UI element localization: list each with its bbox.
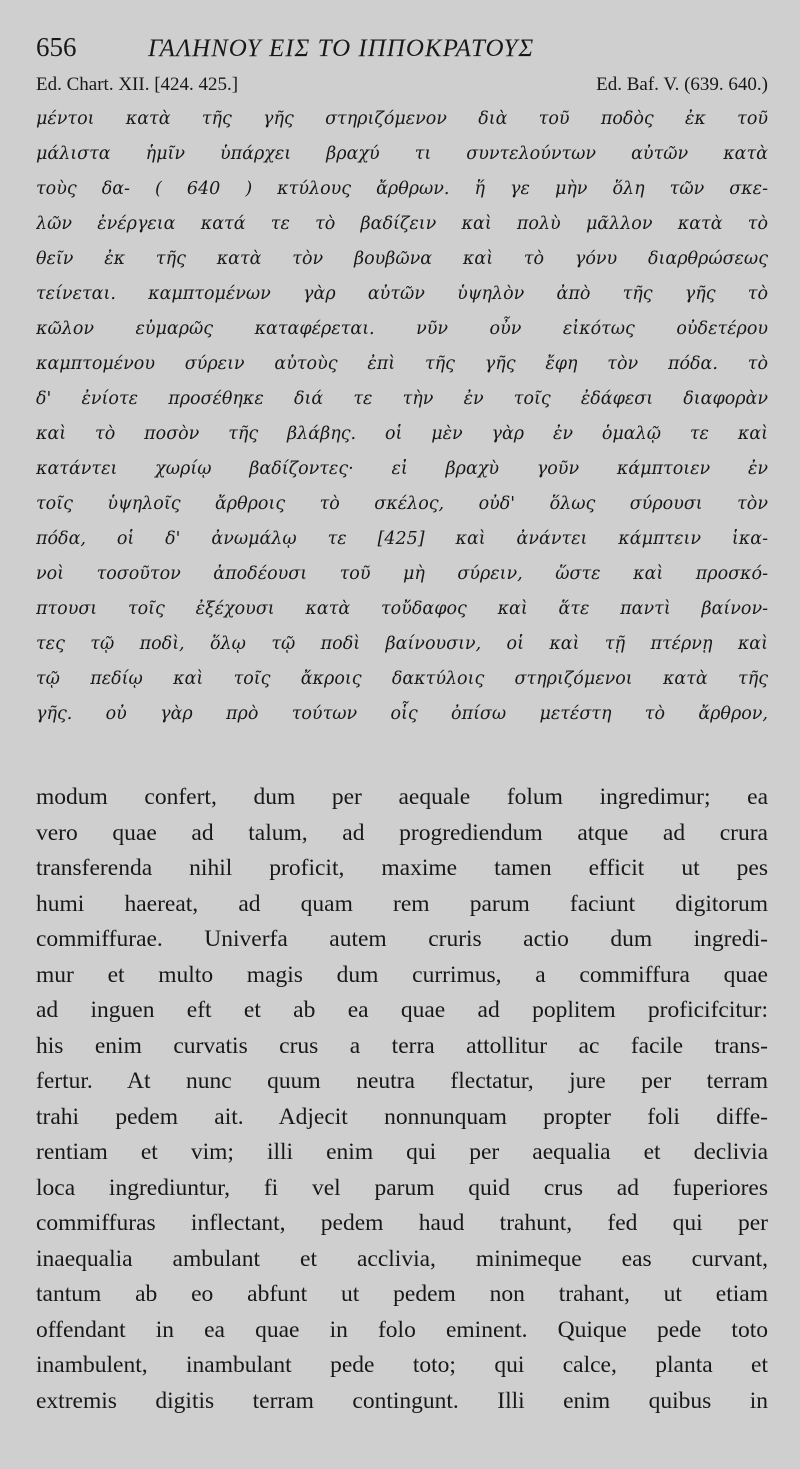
greek-line: τες τῷ ποδὶ, ὅλῳ τῷ ποδὶ βαίνουσιν, οἱ καὶ τῇ πτέρνῃ καὶ — [36, 634, 768, 654]
latin-line: commiffurae. Univerfa autem cruris actio dum ingredi- — [36, 926, 768, 952]
edition-left: Ed. Chart. XII. [424. 425.] — [36, 74, 239, 95]
greek-line: μάλιστα ἡμῖν ὑπάρχει βραχύ τι συντελούντων αὐτῶν κατὰ — [36, 144, 768, 164]
latin-line: mur et multo magis dum currimus, a commiffura quae — [36, 961, 768, 988]
greek-line: νοὶ τοσοῦτον ἀποδέουσι τοῦ μὴ σύρειν, ὥστε καὶ προσκό- — [36, 564, 768, 584]
greek-line: θεῖν ἐκ τῆς κατὰ τὸν βουβῶνα καὶ τὸ γόνυ διαρθρώσεως — [36, 249, 768, 269]
latin-line: ad inguen eft et ab ea quae ad poplitem proficifcitur: — [36, 997, 768, 1023]
latin-text-block — [36, 780, 768, 1419]
running-title: ΓΑΛΗΝΟΥ ΕΙΣ ΤΟ ΙΠΠΟΚΡΑΤΟΥΣ — [148, 35, 535, 62]
latin-line: vero quae ad talum, ad progrediendum atque ad crura — [36, 819, 768, 846]
latin-line: humi haereat, ad quam rem parum faciunt digitorum — [36, 890, 768, 917]
greek-line: καμπτομένου σύρειν αὐτοὺς ἐπὶ τῆς γῆς ἔφη τὸν πόδα. τὸ — [36, 354, 768, 374]
greek-line: μέντοι κατὰ τῆς γῆς στηριζόμενον διὰ τοῦ ποδὸς ἐκ τοῦ — [36, 109, 768, 129]
greek-line: πτουσι τοῖς ἐξέχουσι κατὰ τοὔδαφος καὶ ἅτε παντὶ βαίνον- — [36, 599, 768, 619]
greek-line: δ' ἐνίοτε προσέθηκε διά τε τὴν ἐν τοῖς ἐδάφεσι διαφορὰν — [36, 389, 768, 409]
latin-line: rentiam et vim; illi enim qui per aequalia et declivia — [36, 1139, 768, 1165]
page-number: 656 — [36, 32, 77, 62]
greek-line: πόδα, οἱ δ' ἀνωμάλῳ τε [425] καὶ ἀνάντει κάμπτειν ἱκα- — [36, 529, 768, 549]
latin-line: modum confert, dum per aequale folum ingredimur; ea — [36, 784, 768, 810]
latin-line: transferenda nihil proficit, maxime tamen efficit ut pes — [36, 855, 768, 881]
latin-line: trahi pedem ait. Adjecit nonnunquam propter foli diffe- — [36, 1103, 768, 1130]
latin-line: inambulent, inambulant pede toto; qui calce, planta et — [36, 1352, 768, 1378]
greek-line: τοὺς δα- ( 640 ) κτύλους ἄρθρων. ἥ γε μὴν ὅλη τῶν σκε- — [36, 179, 768, 199]
latin-line: tantum ab eo abfunt ut pedem non trahant, ut etiam — [36, 1281, 768, 1307]
greek-line: λῶν ἐνέργεια κατά τε τὸ βαδίζειν καὶ πολὺ μᾶλλον κατὰ τὸ — [36, 214, 768, 234]
latin-line: inaequalia ambulant et acclivia, minimeque eas curvant, — [36, 1245, 768, 1272]
greek-line: τῷ πεδίῳ καὶ τοῖς ἄκροις δακτύλοις στηριζόμενοι κατὰ τῆς — [36, 669, 768, 689]
latin-line: offendant in ea quae in folo eminent. Quique pede toto — [36, 1316, 768, 1343]
column-separator — [36, 732, 768, 780]
latin-line: loca ingrediuntur, fi vel parum quid crus ad fuperiores — [36, 1174, 768, 1201]
latin-line: fertur. At nunc quum neutra flectatur, jure per terram — [36, 1068, 768, 1094]
edition-references — [36, 70, 768, 100]
latin-line: extremis digitis terram contingunt. Illi enim quibus in — [36, 1387, 768, 1414]
greek-line: καὶ τὸ ποσὸν τῆς βλάβης. οἱ μὲν γὰρ ἐν ὁμαλῷ τε καὶ — [36, 424, 768, 444]
latin-line: his enim curvatis crus a terra attollitur ac facile trans- — [36, 1032, 768, 1059]
greek-line: κατάντει χωρίῳ βαδίζοντες· εἰ βραχὺ γοῦν κάμπτοιεν ἐν — [36, 459, 768, 479]
greek-line: κῶλον εὐμαρῶς καταφέρεται. νῦν οὖν εἰκότως οὐδετέρου — [36, 319, 768, 339]
greek-line: τείνεται. καμπτομένων γὰρ αὐτῶν ὑψηλὸν ἀπὸ τῆς γῆς τὸ — [36, 284, 768, 304]
greek-line: τοῖς ὑψηλοῖς ἄρθροις τὸ σκέλος, οὐδ' ὅλως σύρουσι τὸν — [36, 494, 768, 514]
greek-line: γῆς. οὐ γὰρ πρὸ τούτων οἷς ὀπίσω μετέστη τὸ ἄρθρον, — [36, 704, 768, 724]
edition-right: Ed. Baf. V. (639. 640.) — [596, 74, 768, 95]
greek-text-block — [36, 102, 768, 732]
latin-line: commiffuras inflectant, pedem haud trahunt, fed qui per — [36, 1210, 768, 1236]
page-header — [36, 0, 768, 70]
